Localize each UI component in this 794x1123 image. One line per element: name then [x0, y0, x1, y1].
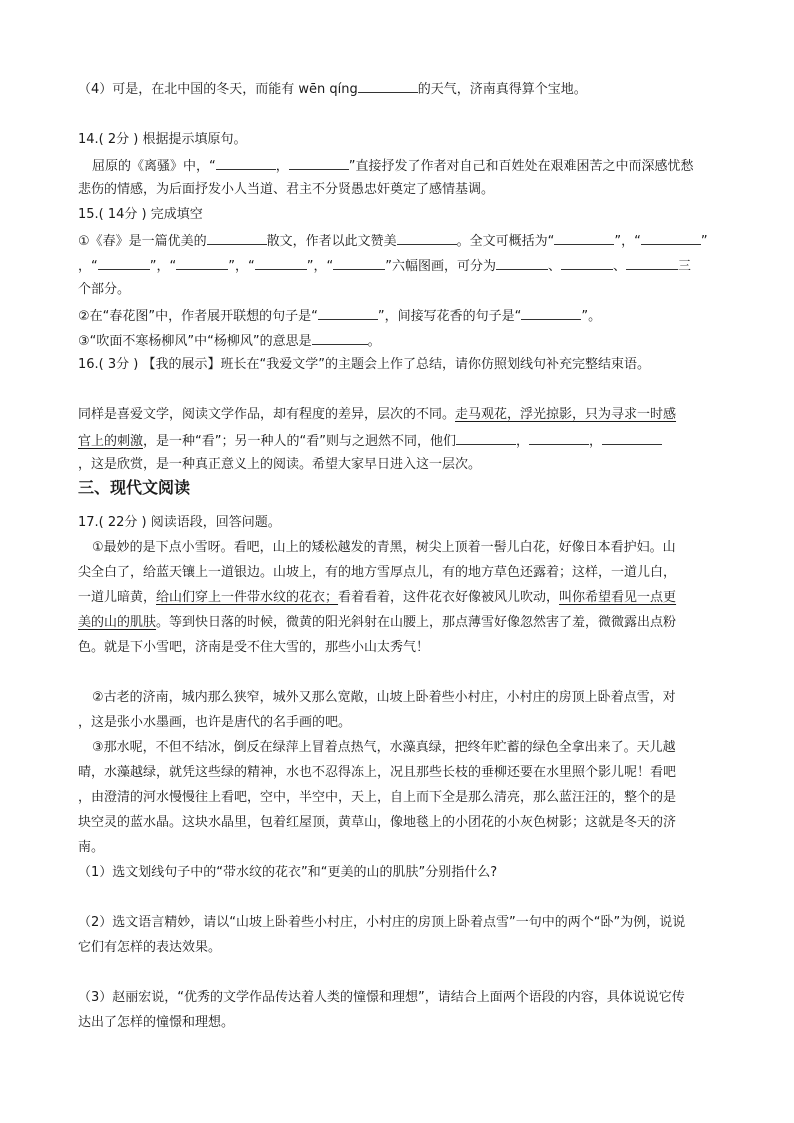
q15-line4: [78, 305, 601, 327]
q17-heading: 17.( 22分 ) 阅读语段，回答问题。: [78, 515, 281, 530]
q13-4: [78, 78, 587, 100]
q16-text: ，: [515, 434, 529, 449]
answer-blank[interactable]: [333, 255, 385, 270]
q13-4-text: （4）可是，在北中国的冬天，而能有 wēn qíng: [78, 82, 358, 97]
q17-p3-line3: ，由澄清的河水慢慢往上看吧，空中，半空中，天上，自上而下全是那么清亮，那么蓝汪汪的，整个的是: [78, 790, 677, 805]
q15-text: ”。: [581, 309, 602, 324]
answer-blank[interactable]: [521, 305, 581, 320]
p1-text: 看着看着，这件花衣好像被风儿吹动，: [338, 590, 560, 605]
answer-blank[interactable]: [289, 155, 349, 170]
q14-text: ，: [275, 159, 289, 174]
q15-line3: 个部分。: [78, 282, 131, 297]
p1-text: 一道儿暗黄，: [78, 590, 157, 605]
answer-blank[interactable]: [602, 430, 662, 445]
q15-text: ”，“: [306, 259, 334, 274]
answer-blank[interactable]: [496, 255, 548, 270]
answer-blank[interactable]: [561, 255, 613, 270]
q17-sub3-line2: 达出了怎样的憧憬和理想。: [78, 1015, 235, 1030]
answer-blank[interactable]: [641, 230, 701, 245]
q14-line2: 悲伤的情感，为后面抒发小人当道、君主不分贤愚忠奸奠定了感情基调。: [78, 182, 495, 197]
q15-text: ③“吹面不寒杨柳风”中“杨柳风”的意思是: [78, 334, 312, 349]
q15-line5: [78, 330, 381, 352]
q17-sub2-line1: （2）选文语言精妙，请以“山坡上卧着些小村庄，小村庄的房顶上卧着点雪”一句中的两个“卧”为例，说说: [78, 915, 686, 930]
q14-text: 屈原的《离骚》中，“: [92, 159, 216, 174]
answer-blank[interactable]: [318, 305, 378, 320]
q14-heading: 14.( 2分 ) 根据提示填原句。: [78, 132, 247, 147]
q16-text: 同样是喜爱文学，阅读文学作品，却有程度的差异，层次的不同。: [78, 407, 456, 422]
answer-blank[interactable]: [312, 330, 368, 345]
q15-text: ①《春》是一篇优美的: [78, 234, 207, 249]
answer-blank[interactable]: [216, 155, 276, 170]
q15-text: ”，“: [228, 259, 255, 274]
q17-p1-line4: [78, 613, 676, 633]
q15-text: 散文，作者以此文赞美: [266, 234, 397, 249]
q15-text: 。: [367, 334, 381, 349]
q17-p2-line2: ，这是张小水墨画，也许是唐代的名手画的吧。: [78, 715, 352, 730]
q17-sub2-line2: 它们有怎样的表达效果。: [78, 940, 222, 955]
q17-p3-line1: ③那水呢，不但不结冰，倒反在绿萍上冒着点热气，水藻真绿，把终年贮蓄的绿色全拿出来了。天儿越: [92, 740, 676, 755]
q15-text: ，“: [78, 259, 98, 274]
q16-line3: ，这是欣赏，是一种真正意义上的阅读。希望大家早日进入这一层次。: [78, 457, 482, 472]
section-heading: 三、现代文阅读: [78, 478, 191, 497]
q15-line1: [78, 230, 708, 252]
q15-text: ”: [700, 234, 708, 249]
answer-blank[interactable]: [255, 255, 307, 270]
q16-line1: [78, 405, 676, 425]
answer-blank[interactable]: [176, 255, 228, 270]
q16-text: ，是一种“看”；另一种人的“看”则与之迥然不同，他们: [143, 434, 456, 449]
q15-text: 。全文可概括为“: [456, 234, 555, 249]
q15-line2: [78, 255, 691, 277]
underlined-sentence: 给山们穿上一件带水纹的花衣；: [156, 590, 339, 605]
q15-text: ”六幅图画，可分为: [385, 259, 496, 274]
q14-line1: [92, 155, 694, 177]
q17-p1-line1: ①最妙的是下点小雪呀。看吧，山上的矮松越发的青黑，树尖上顶着一髻儿白花，好像日本看护妇。山: [92, 540, 676, 555]
q14-text: ”直接抒发了作者对自己和百姓处在艰难困苦之中而深感忧愁: [348, 159, 694, 174]
underlined-sentence: 官上的刺激: [78, 434, 144, 449]
answer-blank[interactable]: [456, 430, 516, 445]
q17-sub1: （1）选文划线句子中的“带水纹的花衣”和“更美的山的肌肤”分别指什么?: [78, 865, 498, 880]
q15-text: ”，“: [614, 234, 641, 249]
answer-blank[interactable]: [397, 230, 457, 245]
q15-text: ”，间接写花香的句子是“: [377, 309, 522, 324]
answer-blank[interactable]: [207, 230, 267, 245]
p1-text: 。等到快日落的时候，微黄的阳光斜射在山腰上，那点薄雪好像忽然害了羞，微微露出点粉: [156, 615, 677, 630]
answer-blank[interactable]: [98, 255, 150, 270]
q16-heading: 16.( 3分 ) 【我的展示】班长在“我爱文学”的主题会上作了总结，请你仿照划线句补充完整结束语。: [78, 357, 650, 372]
answer-blank[interactable]: [554, 230, 614, 245]
q17-p3-line4: 块空灵的蓝水晶。这块水晶里，包着红屋顶，黄草山，像地毯上的小团花的小灰色树影；这就是冬天的济: [78, 815, 677, 830]
q15-heading: 15.( 14分 ) 完成填空: [78, 207, 203, 222]
q15-text: ②在“春花图”中，作者展开联想的句子是“: [78, 309, 318, 324]
q13-4-text-end: 的天气，济南真得算个宝地。: [417, 82, 587, 97]
q17-p1-line2: 尖全白了，给蓝天镶上一道银边。山坡上，有的地方雪厚点儿，有的地方草色还露着；这样，一道儿白，: [78, 565, 677, 580]
q16-line2: [78, 430, 662, 452]
q15-text: 、: [612, 259, 626, 274]
q17-sub3-line1: （3）赵丽宏说，“优秀的文学作品传达着人类的憧憬和理想”，请结合上面两个语段的内容，具体说说它传: [78, 990, 685, 1005]
underlined-sentence: 叫你希望看见一点更: [559, 590, 677, 605]
q15-text: 、: [547, 259, 561, 274]
q17-p3-line2: 晴，水藻越绿，就凭这些绿的精神，水也不忍得冻上，况且那些长枝的垂柳还要在水里照个影儿呢！看吧: [78, 765, 677, 780]
answer-blank[interactable]: [529, 430, 589, 445]
q15-text: ”，“: [149, 259, 177, 274]
answer-blank[interactable]: [358, 78, 418, 93]
q17-p3-line5: 南。: [78, 840, 105, 855]
underlined-sentence: 走马观花，浮光掠影，只为寻求一时感: [455, 407, 677, 422]
q15-text: 三: [677, 259, 691, 274]
q16-text: ，: [588, 434, 602, 449]
q17-p1-line5: 色。就是下小雪吧，济南是受不住大雪的，那些小山太秀气！: [78, 640, 430, 655]
answer-blank[interactable]: [626, 255, 678, 270]
q17-p2-line1: ②古老的济南，城内那么狭窄，城外又那么宽敞，山坡上卧着些小村庄，小村庄的房顶上卧着点雪，对: [92, 690, 676, 705]
q17-p1-line3: [78, 588, 676, 608]
underlined-sentence: 美的山的肌肤: [78, 615, 157, 630]
